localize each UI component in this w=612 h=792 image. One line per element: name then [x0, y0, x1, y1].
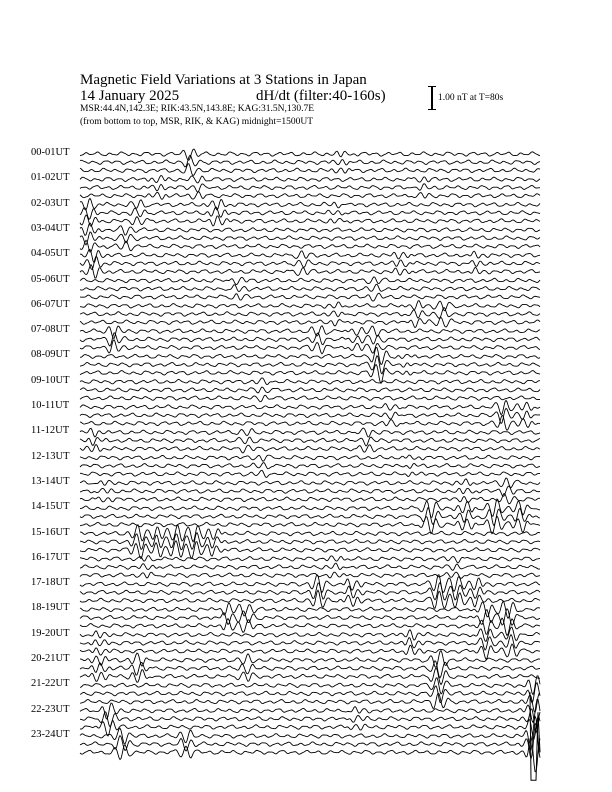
trace-rik-07-08ut — [80, 333, 540, 346]
trace-rik-22-23ut — [80, 709, 540, 732]
trace-rik-03-04ut — [80, 232, 540, 245]
hour-row-label: 15-16UT — [31, 526, 70, 538]
trace-rik-06-07ut — [80, 307, 540, 318]
hour-row-label: 18-19UT — [31, 602, 70, 614]
hour-row-label: 08-09UT — [31, 349, 70, 361]
trace-msr-19-20ut — [80, 644, 540, 659]
hour-row-label: 04-05UT — [31, 248, 70, 260]
station-coordinates: MSR:44.4N,142.3E; RIK:43.5N,143.8E; KAG:31.5N,130.7E — [80, 104, 315, 114]
trace-rik-01-02ut — [80, 184, 540, 192]
trace-msr-02-03ut — [80, 215, 540, 226]
trace-msr-07-08ut — [80, 340, 540, 354]
hour-row-label: 20-21UT — [31, 653, 70, 664]
trace-msr-04-05ut — [80, 265, 540, 278]
hour-row-label: 02-03UT — [31, 197, 70, 209]
hour-row-label: 14-15UT — [31, 501, 70, 513]
trace-msr-03-04ut — [80, 240, 540, 252]
hour-row-label: 19-20UT — [31, 627, 70, 639]
scale-label: 1.00 nT at T=80s — [438, 93, 504, 103]
trace-kag-06-07ut — [80, 301, 540, 311]
trace-msr-11-12ut — [80, 445, 540, 454]
trace-rik-19-20ut — [80, 635, 540, 650]
trace-kag-11-12ut — [80, 428, 540, 437]
chart-date: 14 January 2025 — [80, 88, 180, 104]
trace-msr-21-22ut — [80, 693, 540, 712]
chart-title: Magnetic Field Variations at 3 Stations in Japan — [80, 72, 367, 88]
hour-row-label: 06-07UT — [31, 298, 70, 310]
hour-row-label: 05-06UT — [31, 273, 70, 285]
trace-kag-21-22ut — [80, 676, 540, 695]
trace-rik-12-13ut — [80, 463, 540, 469]
hour-row-label: 13-14UT — [31, 475, 70, 487]
trace-kag-10-11ut — [80, 400, 540, 414]
trace-msr-12-13ut — [80, 470, 540, 477]
hour-row-label: 23-24UT — [31, 728, 70, 740]
hour-row-label: 00-01UT — [31, 147, 70, 158]
trace-kag-23-24ut — [80, 716, 540, 751]
trace-kag-09-10ut — [80, 378, 540, 385]
trace-msr-09-10ut — [80, 395, 540, 402]
trace-msr-01-02ut — [80, 192, 540, 200]
trace-msr-20-21ut — [80, 668, 540, 685]
hour-row-label: 16-17UT — [31, 551, 70, 563]
trace-kag-08-09ut — [80, 347, 540, 364]
trace-msr-23-24ut — [80, 737, 540, 772]
trace-msr-10-11ut — [80, 415, 540, 430]
trace-rik-20-21ut — [80, 661, 540, 678]
trace-kag-13-14ut — [80, 478, 540, 488]
trace-msr-18-19ut — [80, 618, 540, 635]
trace-kag-01-02ut — [80, 175, 540, 182]
hour-row-label: 11-12UT — [31, 425, 70, 437]
trace-rik-10-11ut — [80, 408, 540, 423]
trace-msr-13-14ut — [80, 494, 540, 504]
hour-row-label: 09-10UT — [31, 374, 70, 386]
hour-row-label: 12-13UT — [31, 450, 70, 462]
hour-row-label: 03-04UT — [31, 222, 70, 234]
trace-rik-11-12ut — [80, 437, 540, 446]
trace-msr-00-01ut — [80, 164, 540, 176]
trace-kag-18-19ut — [80, 601, 540, 618]
trace-msr-16-17ut — [80, 572, 540, 578]
trace-msr-22-23ut — [80, 716, 540, 739]
trace-kag-02-03ut — [80, 198, 540, 210]
hour-row-label: 21-22UT — [31, 678, 70, 690]
trace-rik-13-14ut — [80, 486, 540, 496]
trace-kag-20-21ut — [80, 651, 540, 668]
hour-row-label: 07-08UT — [31, 324, 70, 336]
trace-kag-19-20ut — [80, 627, 540, 641]
hour-row-label: 17-18UT — [31, 577, 70, 589]
trace-rik-09-10ut — [80, 387, 540, 393]
trace-rik-16-17ut — [80, 563, 540, 570]
trace-rik-05-06ut — [80, 284, 540, 291]
trace-rik-00-01ut — [80, 155, 540, 167]
hour-row-label: 01-02UT — [31, 172, 70, 184]
trace-kag-07-08ut — [80, 326, 540, 339]
trace-kag-03-04ut — [80, 223, 540, 235]
hour-row-label: 10-11UT — [31, 400, 70, 411]
trace-kag-05-06ut — [80, 277, 540, 285]
trace-kag-15-16ut — [80, 525, 540, 542]
stacking-order-note: (from bottom to top, MSR, RIK, & KAG) midnight=1500UT — [80, 117, 314, 127]
trace-rik-04-05ut — [80, 256, 540, 269]
trace-kag-16-17ut — [80, 556, 540, 563]
trace-msr-06-07ut — [80, 317, 540, 327]
hour-row-label: 22-23UT — [31, 703, 70, 715]
chart-filter: dH/dt (filter:40-160s) — [256, 88, 386, 104]
trace-kag-00-01ut — [80, 149, 540, 160]
trace-rik-15-16ut — [80, 533, 540, 550]
trace-msr-05-06ut — [80, 293, 540, 301]
trace-kag-12-13ut — [80, 455, 540, 461]
trace-msr-17-18ut — [80, 590, 540, 608]
trace-rik-02-03ut — [80, 207, 540, 219]
